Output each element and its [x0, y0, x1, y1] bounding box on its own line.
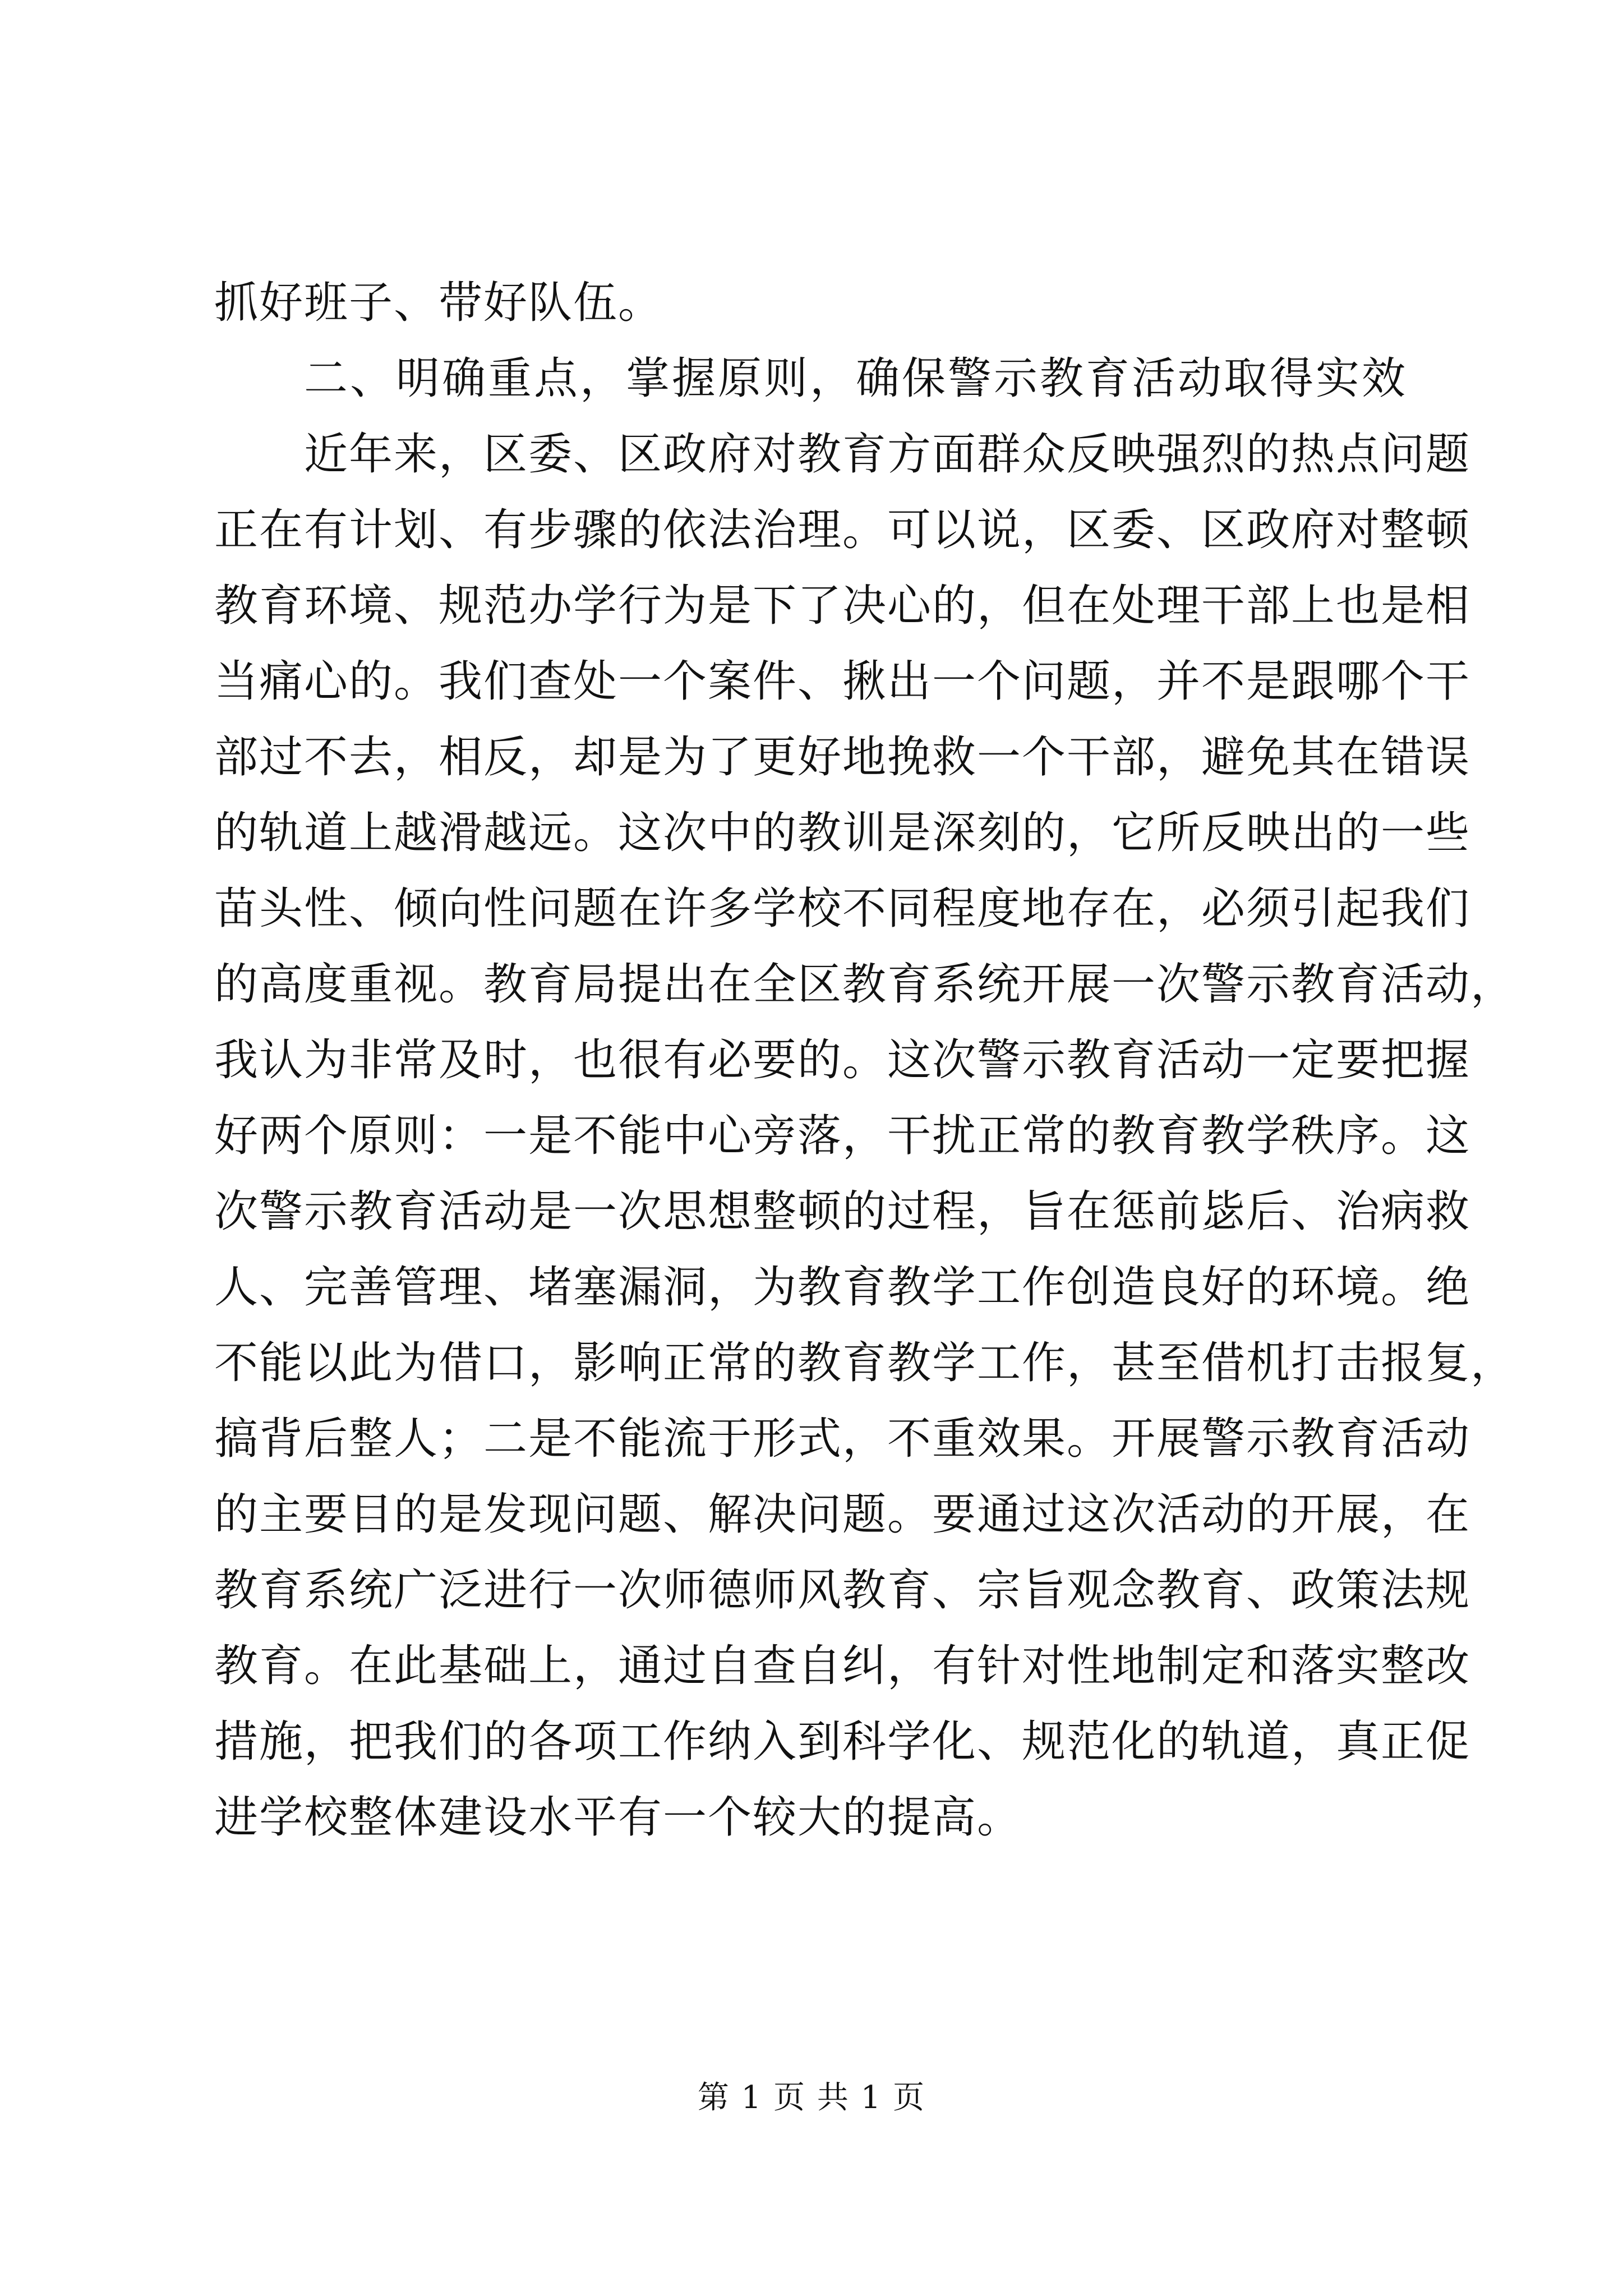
paragraph-line: 正在有计划、有步骤的依法治理。可以说，区委、区政府对整顿	[214, 505, 1471, 555]
paragraph-line: 当痛心的。我们查处一个案件、揪出一个问题，并不是跟哪个干	[214, 656, 1471, 707]
continuation-line: 抓好班子、带好队伍。	[214, 278, 663, 328]
paragraph-line: 措施，把我们的各项工作纳入到科学化、规范化的轨道，真正促	[214, 1717, 1471, 1767]
paragraph-line: 进学校整体建设水平有一个较大的提高。	[214, 1792, 1022, 1843]
paragraph-line: 次警示教育活动是一次思想整顿的过程，旨在惩前毖后、治病救	[214, 1186, 1471, 1237]
paragraph-line: 人、完善管理、堵塞漏洞，为教育教学工作创造良好的环境。绝	[214, 1262, 1471, 1313]
paragraph-line: 部过不去，相反，却是为了更好地挽救一个干部，避免其在错误	[214, 732, 1471, 783]
page-number-footer: 第 1 页 共 1 页	[697, 2079, 926, 2116]
paragraph-line: 好两个原则：一是不能中心旁落，干扰正常的教育教学秩序。这	[214, 1111, 1471, 1161]
paragraph-line: 教育系统广泛进行一次师德师风教育、宗旨观念教育、政策法规	[214, 1565, 1471, 1616]
paragraph-line: 近年来，区委、区政府对教育方面群众反映强烈的热点问题	[304, 429, 1471, 480]
paragraph-line: 我认为非常及时，也很有必要的。这次警示教育活动一定要把握	[214, 1035, 1471, 1085]
paragraph-line: 苗头性、倾向性问题在许多学校不同程度地存在，必须引起我们	[214, 884, 1471, 934]
paragraph-line: 的轨道上越滑越远。这次中的教训是深刻的，它所反映出的一些	[214, 808, 1471, 858]
paragraph-line: 不能以此为借口，影响正常的教育教学工作，甚至借机打击报复，	[214, 1338, 1516, 1388]
paragraph-line: 的高度重视。教育局提出在全区教育系统开展一次警示教育活动，	[214, 959, 1516, 1010]
section-heading: 二、明确重点，掌握原则，确保警示教育活动取得实效	[304, 353, 1408, 404]
paragraph-line: 教育环境、规范办学行为是下了决心的，但在处理干部上也是相	[214, 581, 1471, 631]
paragraph-line: 教育。在此基础上，通过自查自纠，有针对性地制定和落实整改	[214, 1641, 1471, 1691]
paragraph-line: 的主要目的是发现问题、解决问题。要通过这次活动的开展，在	[214, 1489, 1471, 1540]
paragraph-line: 搞背后整人；二是不能流于形式，不重效果。开展警示教育活动	[214, 1414, 1471, 1464]
